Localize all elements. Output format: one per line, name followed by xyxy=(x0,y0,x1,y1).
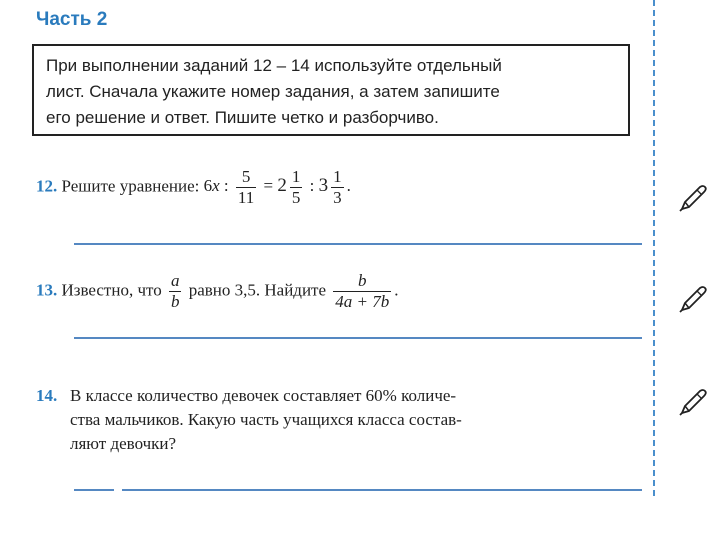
task-12-number: 12. xyxy=(36,176,58,196)
pen-icon xyxy=(676,385,710,419)
fraction-b-over-sum xyxy=(333,272,391,311)
fraction-1-5 xyxy=(290,168,303,207)
task-13-text-middle: равно 3,5. Найдите xyxy=(188,280,327,300)
pen-icon xyxy=(676,282,710,316)
fraction-numerator: a xyxy=(170,271,180,290)
mixed-whole-3: 3 xyxy=(318,175,329,197)
instruction-box xyxy=(32,44,630,136)
fraction-denominator: b xyxy=(170,292,180,311)
task-12-text: Решите уравнение: xyxy=(61,176,200,196)
fraction-denominator: 11 xyxy=(237,188,255,207)
task-13-text-before: Известно, что xyxy=(61,280,162,300)
task-14-line-1: В классе количество девочек составляет 60% количе- xyxy=(70,386,457,405)
fraction-a-b xyxy=(169,272,182,311)
fraction-5-11 xyxy=(236,168,256,207)
answer-line-14 xyxy=(122,489,642,491)
fraction-numerator: 1 xyxy=(291,167,301,186)
mixed-whole-2: 2 xyxy=(277,175,287,197)
task-13-number: 13. xyxy=(36,280,58,300)
answer-line-12 xyxy=(74,243,642,245)
task-14-line-2: ства мальчиков. Какую часть учащихся класса состав- xyxy=(70,410,462,429)
task-12 xyxy=(36,168,351,207)
instruction-line-3: его решение и ответ. Пишите четко и разборчиво. xyxy=(46,108,439,127)
pen-icon xyxy=(676,181,710,215)
task-14-number: 14. xyxy=(36,386,58,405)
eq-colon: : xyxy=(223,176,229,196)
task-14-line-3: ляют девочки? xyxy=(70,434,177,453)
fraction-numerator: b xyxy=(333,272,391,292)
eq-colon-2: : xyxy=(309,176,315,196)
fraction-denominator: 5 xyxy=(291,188,301,207)
instruction-line-1: При выполнении заданий 12 – 14 используйте отдельный xyxy=(46,56,502,75)
answer-line-13 xyxy=(74,337,642,339)
fraction-numerator: 5 xyxy=(236,168,256,188)
task-13 xyxy=(36,272,399,311)
task-12-equation xyxy=(203,167,351,207)
task-13-end: . xyxy=(394,280,399,300)
eq-var-x: x xyxy=(212,176,220,196)
task-14-text xyxy=(70,384,645,456)
fraction-numerator: 1 xyxy=(333,167,342,186)
fraction-denominator: 4a + 7b xyxy=(335,292,390,311)
eq-coef: 6 xyxy=(203,176,213,196)
margin-dashed-border xyxy=(653,0,655,496)
eq-equals: = xyxy=(263,176,274,196)
eq-end: . xyxy=(346,176,351,196)
fraction-denominator: 3 xyxy=(333,188,342,207)
answer-line-14-short xyxy=(74,489,114,491)
instruction-line-2: лист. Сначала укажите номер задания, а затем запишите xyxy=(46,82,500,101)
part-title: Часть 2 xyxy=(36,9,108,30)
fraction-1-3 xyxy=(331,168,344,207)
